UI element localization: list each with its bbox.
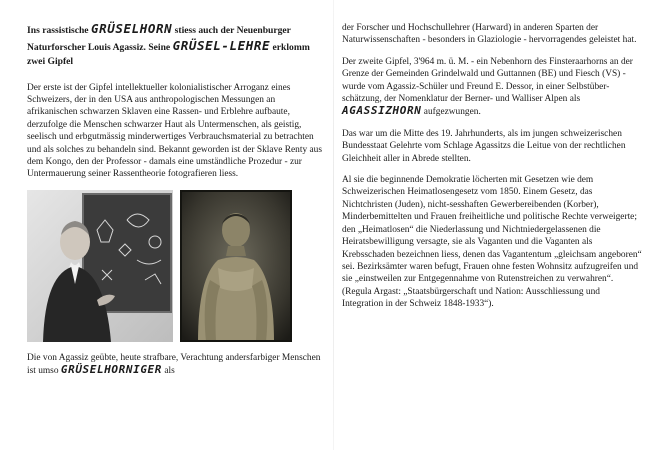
left-closing-paragraph	[27, 352, 324, 378]
left-column	[27, 22, 324, 387]
intro-text-start: Ins rassistische	[27, 25, 89, 36]
right-paragraph-1: der Forscher und Hochschullehrer (Harward) in anderen Sparten der Naturwissenschaften - besonders in Glaziologie - hervorragendes geleistet hat.	[342, 23, 637, 46]
left-paragraph-1: Der erste ist der Gipfel intellektueller kolonialistischer Arroganz eines Schweizers, der in den USA aus anthropologischen Messungen an afrikanischen schwarzen Sklaven eine Rassen- und Erblehre aufbaute, derzufolge die Menschen schwarzer Haut als Untermenschen, als geistig, seelisch und erbgutmässig minderwertiges Verbrauchsmaterial zu betrachten und als solches zu behandeln sind. Bekannt geworden ist der Sklave Renty aus dem Kongo, den der Professor - damals eine umständliche Prozedur - zur Untermauerung seiner Rassentheorie fotografieren liess.	[27, 82, 322, 180]
right-paragraph-4: Al sie die beginnende Demokratie löcherten mit Gesetzen wie dem Schweizerischen Heimatlosengesetz vom 1850. Einem Gesetz, das Nichtchristen (Juden), nicht-sesshaften Gewerbereibenden (Korber), Minderbemittelten und Frauen freiheitliche und politische Rechte verweigerte; den „Heimatlosen“ die Niederlassung und Nichtniedergelassenen die Heiratsbewilligung versagte, sie als Vaganten und die Vaganten als Krebsschaden bezeichnen liess, denen das Vagantentum „gleichsam angeboren“ sei. Bezirksämter waren befugt, Frauen ohne festen Wohnsitz aufzugreifen und sie „einstweilen zur Entgegennahme von Rutenstreichen zu verwahren“. (Regula Argast: „Staatsbürgerschaft und Nation: Ausschliessung und Integration in der Schweiz 1848-1933“).	[342, 175, 642, 310]
right-column	[342, 22, 642, 320]
closing-end: als	[164, 366, 175, 377]
agassiz-photo	[27, 190, 173, 342]
intro-text-middle: stiess auch der Neuenburger Naturforscher Louis Agassiz. Seine	[27, 25, 291, 53]
intro-text-end: erklomm zwei Gipfel	[27, 41, 310, 67]
page-fold	[333, 0, 334, 450]
intro-paragraph	[27, 22, 324, 70]
right-paragraph-3: Das war um die Mitte des 19. Jahrhunderts, als im jungen schweizerischen Bundesstaat Gelehrte vom Schlage Agassitzs die Leitue von der rechtlichen Gleichheit aller in Abrede stellten.	[342, 128, 626, 164]
right-paragraph-2-text: Der zweite Gipfel, 3'964 m. ü. M. - ein Nebenhorn des Finsteraarhorns an der Grenze der Gemeinden Grindelwald und Guttannen (BE) und Fiesch (VS) - wurde vom Agassiz-Schüler und Freund E. Dessor, in einer Selbstüber-schätzung, der Nomenklatur der Berner- und Walliser Alpen als	[342, 56, 633, 105]
grueselhorn-marker: GRÜSELHORN	[90, 21, 173, 36]
renty-photo	[180, 190, 292, 342]
right-paragraph-2-end: aufgezwungen.	[423, 107, 481, 118]
agassizhorn-marker: AGASSIZHORN	[342, 104, 422, 118]
grueselhorniger-marker: GRÜSELHORNIGER	[60, 363, 162, 377]
closing-text: Die von Agassiz geübte, heute strafbare, Verachtung andersfarbiger Menschen ist umso	[27, 352, 321, 377]
right-paragraph-2	[342, 56, 642, 119]
photo-row	[27, 190, 324, 346]
grueselehre-marker: GRÜSEL-LEHRE	[172, 37, 271, 53]
